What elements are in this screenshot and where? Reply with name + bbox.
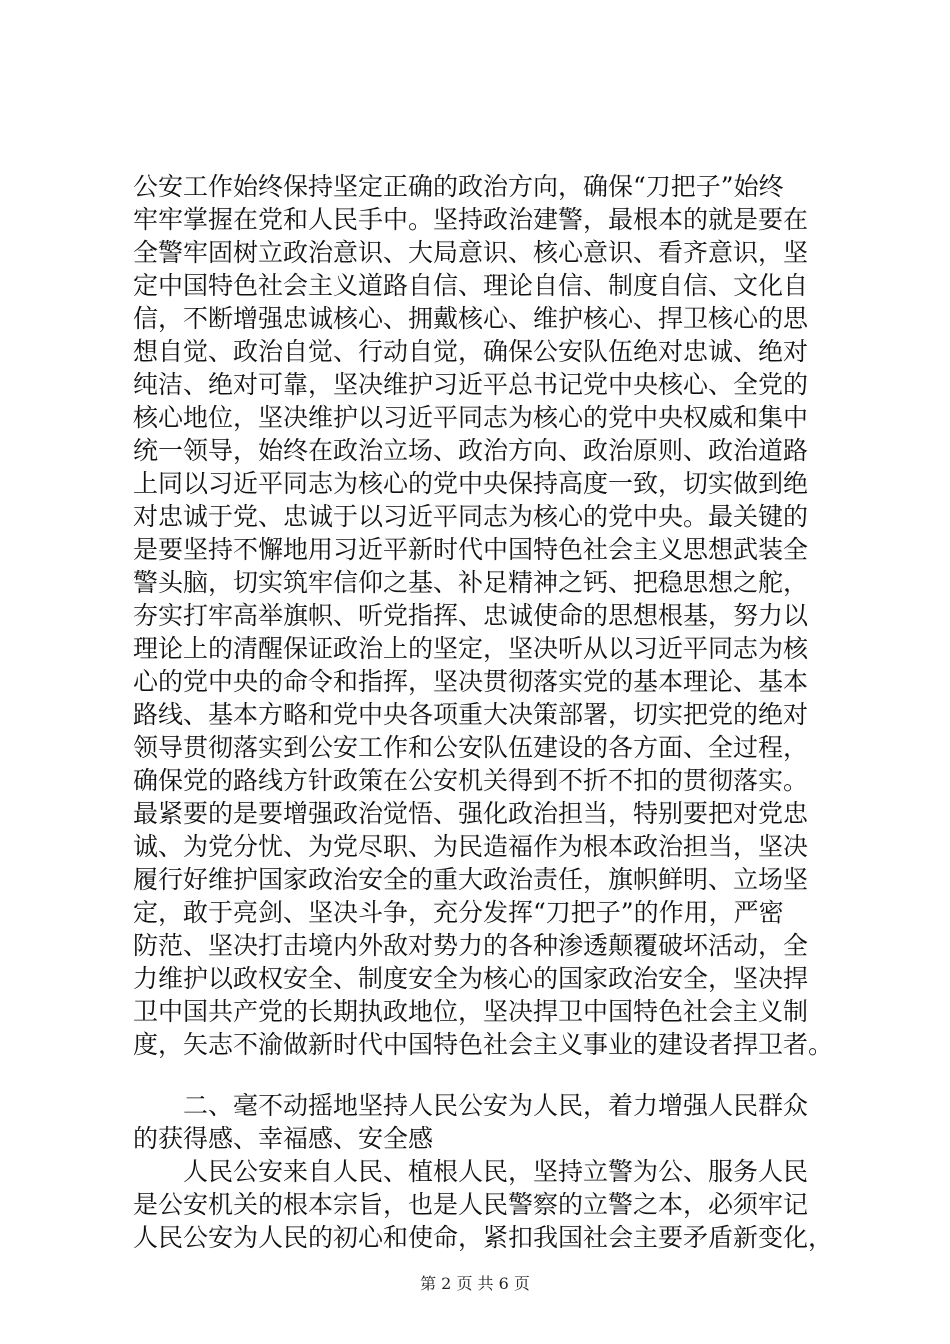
text-line: 统一领导，始终在政治立场、政治方向、政治原则、政治道路	[133, 436, 809, 465]
section-heading-2	[133, 1089, 845, 1155]
text-line: 确保党的路线方针政策在公安机关得到不折不扣的贯彻落实。	[133, 766, 809, 795]
text-line: 领导贯彻落实到公安工作和公安队伍建设的各方面、全过程，	[133, 733, 809, 762]
text-line: 路线、基本方略和党中央各项重大决策部署，切实把党的绝对	[133, 700, 809, 729]
text-line: 最紧要的是要增强政治觉悟、强化政治担当，特别要把对党忠	[133, 799, 809, 828]
text-line: 理论上的清醒保证政治上的坚定，坚决听从以习近平同志为核	[133, 634, 809, 663]
text-line: 牢牢掌握在党和人民手中。坚持政治建警，最根本的就是要在	[133, 205, 809, 234]
text-line: 核心地位，坚决维护以习近平同志为核心的党中央权威和集中	[133, 403, 809, 432]
text-line: 履行好维护国家政治安全的重大政治责任，旗帜鲜明、立场坚	[133, 865, 809, 894]
paragraph-gap	[133, 1061, 845, 1089]
text-line: 诚、为党分忧、为党尽职、为民造福作为根本政治担当，坚决	[133, 832, 809, 861]
document-body	[133, 170, 845, 1254]
paragraph-2	[133, 1155, 845, 1254]
text-line: 警头脑，切实筑牢信仰之基、补足精神之钙、把稳思想之舵，	[133, 568, 809, 597]
text-line: 想自觉、政治自觉、行动自觉，确保公安队伍绝对忠诚、绝对	[133, 337, 809, 366]
text-line: 度，矢志不渝做新时代中国特色社会主义事业的建设者捍卫者。	[133, 1030, 834, 1059]
text-line: 防范、坚决打击境内外敌对势力的各种渗透颠覆破坏活动，全	[133, 931, 809, 960]
text-line: 上同以习近平同志为核心的党中央保持高度一致，切实做到绝	[133, 469, 809, 498]
text-line: 是要坚持不懈地用习近平新时代中国特色社会主义思想武装全	[133, 535, 809, 564]
text-line: 是公安机关的根本宗旨，也是人民警察的立警之本，必须牢记	[133, 1190, 809, 1219]
text-line: 夯实打牢高举旗帜、听党指挥、忠诚使命的思想根基，努力以	[133, 601, 809, 630]
paragraph-1	[133, 170, 845, 1061]
text-line: 卫中国共产党的长期执政地位，坚决捍卫中国特色社会主义制	[133, 997, 809, 1026]
text-line: 对忠诚于党、忠诚于以习近平同志为核心的党中央。最关键的	[133, 502, 809, 531]
page-footer: 第 2 页 共 6 页	[420, 1274, 530, 1293]
text-line: 人民公安为人民的初心和使命，紧扣我国社会主要矛盾新变化，	[133, 1223, 834, 1252]
text-line: 信，不断增强忠诚核心、拥戴核心、维护核心、捍卫核心的思	[133, 304, 809, 333]
text-line: 心的党中央的命令和指挥，坚决贯彻落实党的基本理论、基本	[133, 667, 809, 696]
text-line: 公安工作始终保持坚定正确的政治方向，确保“刀把子”始终	[133, 172, 784, 201]
text-line: 定中国特色社会主义道路自信、理论自信、制度自信、文化自	[133, 271, 809, 300]
text-line: 力维护以政权安全、制度安全为核心的国家政治安全，坚决捍	[133, 964, 809, 993]
text-line: 全警牢固树立政治意识、大局意识、核心意识、看齐意识，坚	[133, 238, 809, 267]
text-line: 定，敢于亮剑、坚决斗争，充分发挥“刀把子”的作用，严密	[133, 898, 784, 927]
text-line: 的获得感、幸福感、安全感	[133, 1124, 434, 1153]
text-line: 人民公安来自人民、植根人民，坚持立警为公、服务人民	[133, 1157, 809, 1186]
text-line: 二、毫不动摇地坚持人民公安为人民，着力增强人民群众	[133, 1091, 809, 1120]
text-line: 纯洁、绝对可靠，坚决维护习近平总书记党中央核心、全党的	[133, 370, 809, 399]
